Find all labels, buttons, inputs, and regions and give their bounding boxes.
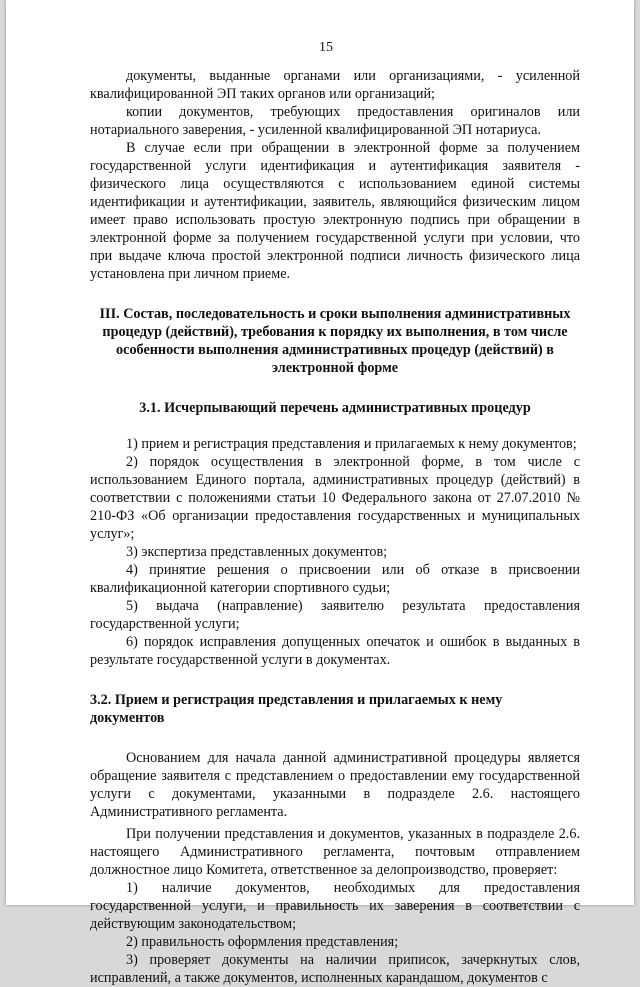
paragraph: 2) правильность оформления представления; — [126, 934, 399, 950]
paragraph: В случае если при обращении в электронной форме за получением государственной услуги идентификация и аутентификация заявителя - физического лица осуществляются с использованием единой системы идентификации и аутентификации, заявитель, являющийся физическим лицом имеет право использовать простую электронную подпись при обращении в электронной форме за получением государственной услуги при условии, что при выдаче ключа простой электронной подписи личность физического лица установлена при личном приеме. — [90, 140, 580, 282]
paragraph: копии документов, требующих предоставления оригиналов или нотариального заверения, - усиленной квалифицированной ЭП нотариуса. — [90, 104, 580, 138]
paragraph: Основанием для начала данной административной процедуры является обращение заявителя с представлением о предоставлении ему государственной услуги с документами, указанными в подразделе 2.6. настоящего Административного регламента. — [90, 750, 580, 820]
page-number: 15 — [319, 40, 333, 55]
subsection-heading: 3.1. Исчерпывающий перечень административных процедур — [139, 400, 531, 416]
list-item: 2) порядок осуществления в электронной форме, в том числе с использованием Единого портала, административных процедур (действий) в соответствии с положениями статьи 10 Федерального закона от 27.07.2010 № 210-ФЗ «Об организации предоставления государственных и муниципальных услуг»; — [90, 454, 580, 542]
paragraph: документы, выданные органами или организациями, - усиленной квалифицированной ЭП таких органов или организаций; — [90, 68, 580, 102]
paragraph: При получении представления и документов, указанных в подразделе 2.6. настоящего Административного регламента, почтовым отправлением должностное лицо Комитета, ответственное за делопроизводство, проверяет: — [90, 826, 580, 878]
document-body — [90, 67, 580, 987]
paragraph: 1) наличие документов, необходимых для предоставления государственной услуги, и правильность их заверения в соответствии с действующим законодательством; — [90, 880, 580, 932]
paragraph: 3) проверяет документы на наличии приписок, зачеркнутых слов, исправлений, а также документов, исполненных карандашом, документов с — [90, 952, 580, 986]
list-item: 1) прием и регистрация представления и прилагаемых к нему документов; — [126, 436, 577, 452]
list-item: 6) порядок исправления допущенных опечаток и ошибок в выданных в результате государственной услуги в документах. — [90, 634, 580, 668]
list-item: 5) выдача (направление) заявителю результата предоставления государственной услуги; — [90, 598, 580, 632]
list-item: 4) принятие решения о присвоении или об отказе в присвоении квалификационной категории спортивного судьи; — [90, 562, 580, 596]
list-item: 3) экспертиза представленных документов; — [126, 544, 388, 560]
section-heading: III. Состав, последовательность и сроки выполнения административных процедур (действий), требования к порядку их выполнения, в том числе особенности выполнения административных процедур (действий) в электронной форме — [99, 306, 571, 376]
document-page — [6, 0, 634, 986]
subsection-heading: 3.2. Прием и регистрация представления и прилагаемых к нему документов — [90, 692, 503, 726]
